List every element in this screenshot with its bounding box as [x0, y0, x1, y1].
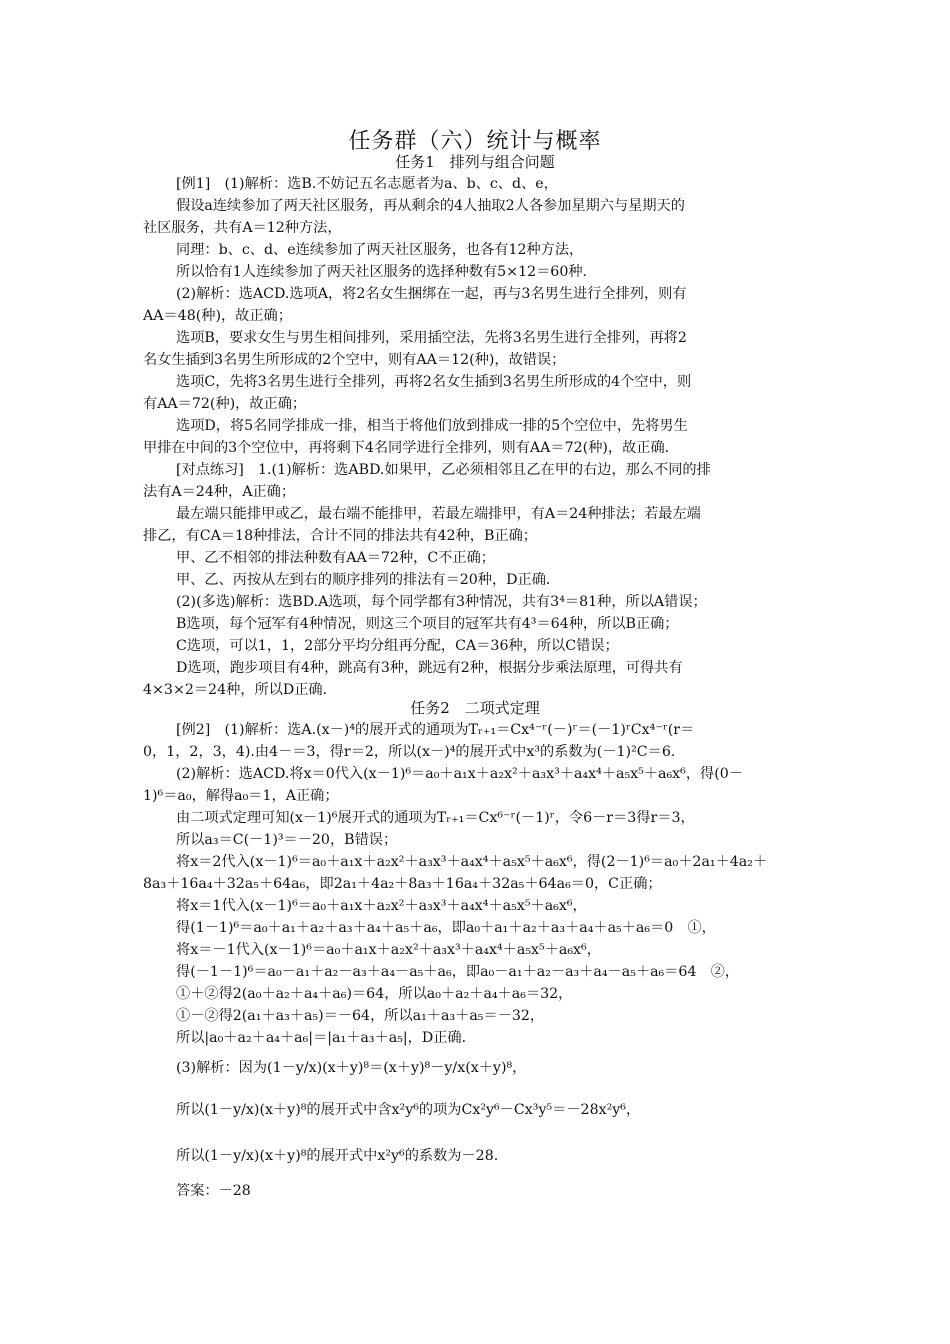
text-line: (2)解析：选ACD.选项A，将2名女生捆绑在一起，再与3名男生进行全排列，则有 [176, 286, 687, 302]
text-line: 将x＝2代入(x－1)⁶＝a₀＋a₁x＋a₂x²＋a₃x³＋a₄x⁴＋a₅x⁵＋a₆x⁶，得(2－1)⁶＝a₀＋2a₁＋4a₂＋ [176, 854, 768, 870]
text-line: 所以a₃＝C(－1)³＝－20，B错误； [176, 832, 398, 848]
text-line: D选项，跑步项目有4种，跳高有3种，跳远有2种，根据分步乘法原理，可得共有 [176, 660, 683, 676]
text-line: 排乙，有CA＝18种排法，合计不同的排法共有42种，B正确； [143, 528, 537, 544]
text-line: (2)(多选)解析：选BD.A选项，每个同学都有3种情况，共有3⁴＝81种，所以A错误； [176, 594, 707, 610]
page-title: 任务群（六）统计与概率 [348, 129, 602, 154]
text-line: 最左端只能排甲或乙，最右端不能排甲，若最左端排甲，有A＝24种排法；若最左端 [176, 506, 701, 522]
text-line: 社区服务，共有A＝12种方法， [143, 220, 342, 236]
text-line: [例1] (1)解析：选B.不妨记五名志愿者为a、b、c、d、e， [176, 176, 558, 192]
text-line: B选项，每个冠军有4种情况，则这三个项目的冠军共有4³＝64种，所以B正确； [176, 616, 679, 632]
text-line: 假设a连续参加了两天社区服务，再从剩余的4人抽取2人各参加星期六与星期天的 [176, 198, 685, 214]
text-line: 名女生插到3名男生所形成的2个空中，则有AA＝12(种)，故错误； [143, 352, 566, 368]
text-line: 将x＝－1代入(x－1)⁶＝a₀＋a₁x＋a₂x²＋a₃x³＋a₄x⁴＋a₅x⁵＋a₆x⁶， [176, 942, 601, 958]
text-line: 甲、乙不相邻的排法种数有AA＝72种，C不正确； [176, 550, 495, 566]
text-line: 选项B，要求女生与男生相间排列，采用插空法，先将3名男生进行全排列，再将2 [176, 330, 687, 346]
section-heading-2: 任务2 二项式定理 [410, 699, 540, 717]
text-line: 同理：b、c、d、e连续参加了两天社区服务，也各有12种方法， [176, 242, 584, 258]
text-line: 有AA＝72(种)，故正确； [143, 396, 307, 412]
math-line: (3)解析：因为(1－y/x)(x＋y)⁸＝(x＋y)⁸－y/x(x＋y)⁸， [176, 1060, 527, 1076]
text-line: 将x＝1代入(x－1)⁶＝a₀＋a₁x＋a₂x²＋a₃x³＋a₄x⁴＋a₅x⁵＋a₆x⁶， [176, 898, 587, 914]
answer-line: 答案：－28 [176, 1183, 251, 1199]
text-line: 选项D，将5名同学排成一排，相当于将他们放到排成一排的5个空位中，先将男生 [176, 418, 688, 434]
text-line: 1)⁶＝a₀，解得a₀＝1，A正确； [143, 788, 339, 804]
text-line: 所以恰有1人连续参加了两天社区服务的选择种数有5×12＝60种． [176, 264, 597, 280]
text-line: 0，1，2，3，4).由4－＝3，得r＝2，所以(x－)⁴的展开式中x³的系数为(－1)²C＝6. [143, 744, 676, 760]
math-line: 所以(1－y/x)(x＋y)⁸的展开式中x²y⁶的系数为－28. [176, 1148, 499, 1164]
math-line: 所以(1－y/x)(x＋y)⁸的展开式中含x²y⁶的项为Cx²y⁶－Cx³y⁵＝－28x²y⁶， [176, 1102, 641, 1118]
text-line: 得(－1－1)⁶＝a₀－a₁＋a₂－a₃＋a₄－a₅＋a₆，即a₀－a₁＋a₂－a₃＋a₄－a₅＋a₆＝64 ②， [176, 964, 740, 980]
text-line: 由二项式定理可知(x－1)⁶展开式的通项为Tᵣ₊₁＝Cx⁶⁻ʳ(－1)ʳ，令6－r＝3得r＝3， [176, 810, 695, 826]
text-line: C选项，可以1，1，2部分平均分组再分配，CA＝36种，所以C错误； [176, 638, 619, 654]
text-line: 选项C，先将3名男生进行全排列，再将2名女生插到3名男生所形成的4个空中，则 [176, 374, 692, 390]
text-line: [例2] (1)解析：选A.(x－)⁴的展开式的通项为Tᵣ₊₁＝Cx⁴⁻ʳ(－)ʳ＝(－1)ʳCx⁴⁻ʳ(r＝ [176, 722, 695, 738]
text-line: 得(1－1)⁶＝a₀＋a₁＋a₂＋a₃＋a₄＋a₅＋a₆，即a₀＋a₁＋a₂＋a₃＋a₄＋a₅＋a₆＝0 ①， [176, 920, 716, 936]
text-line: 所以|a₀＋a₂＋a₄＋a₆|＝|a₁＋a₃＋a₅|，D正确． [176, 1030, 476, 1046]
text-line: 甲排在中间的3个空位中，再将剩下4名同学进行全排列，则有AA＝72(种)，故正确． [143, 440, 679, 456]
text-line: [对点练习] 1.(1)解析：选ABD.如果甲，乙必须相邻且乙在甲的右边，那么不同的排 [176, 462, 711, 478]
text-line: AA＝48(种)，故正确； [143, 308, 292, 324]
text-line: 4×3×2＝24种，所以D正确． [143, 682, 337, 698]
text-line: 8a₃＋16a₄＋32a₅＋64a₆，即2a₁＋4a₂＋8a₃＋16a₄＋32a₅＋64a₆＝0，C正确； [143, 876, 662, 892]
text-line: (2)解析：选ACD.将x＝0代入(x－1)⁶＝a₀＋a₁x＋a₂x²＋a₃x³＋a₄x⁴＋a₅x⁵＋a₆x⁶，得(0－ [176, 766, 743, 782]
text-line: ①＋②得2(a₀＋a₂＋a₄＋a₆)＝64，所以a₀＋a₂＋a₄＋a₆＝32， [176, 986, 573, 1002]
text-line: 甲、乙、丙按从左到右的顺序排列的排法有＝20种，D正确． [176, 572, 561, 588]
section-heading-1: 任务1 排列与组合问题 [395, 153, 555, 171]
text-line: ①－②得2(a₁＋a₃＋a₅)＝－64，所以a₁＋a₃＋a₅＝－32， [176, 1008, 545, 1024]
text-line: 法有A＝24种，A正确； [143, 484, 296, 500]
